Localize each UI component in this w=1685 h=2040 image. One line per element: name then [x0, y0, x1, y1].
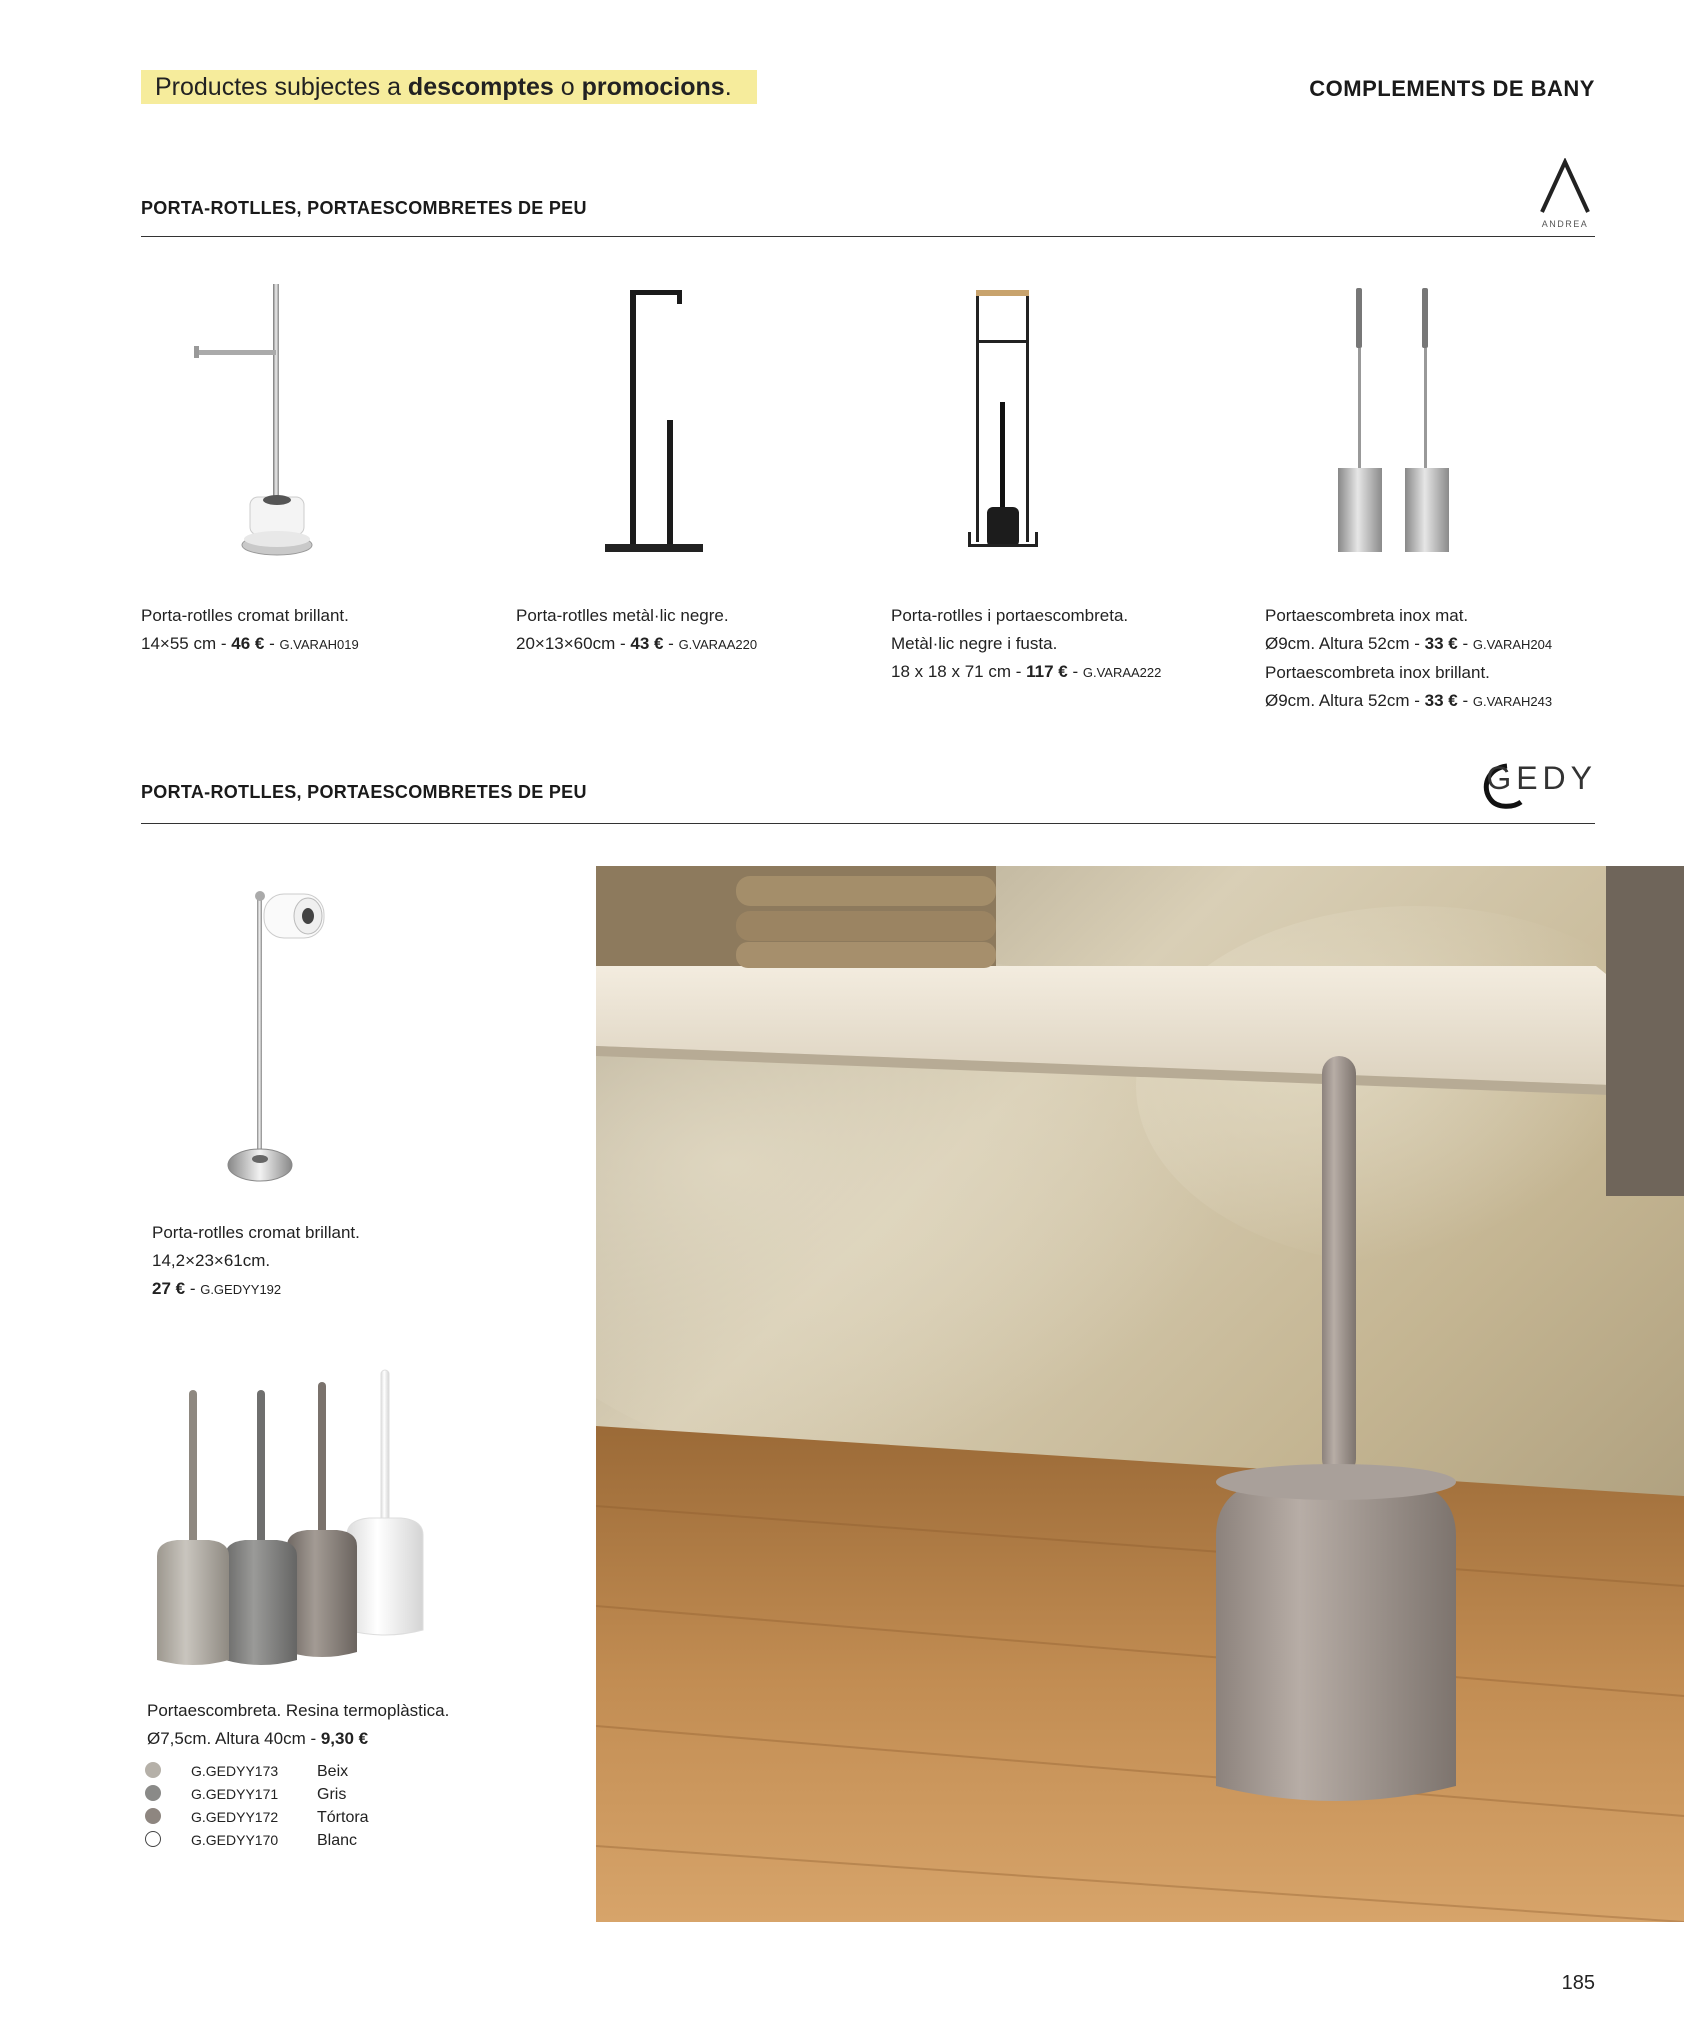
gedy-logo: [1477, 758, 1597, 814]
product-3-price: 117 €: [1026, 662, 1068, 681]
product-2-name: Porta-rotlles metàl·lic negre.: [516, 606, 729, 625]
product-4a-name: Portaescombreta inox mat.: [1265, 606, 1469, 625]
product-a-name: Porta-rotlles cromat brillant.: [152, 1223, 360, 1242]
promo-text-1: Productes subjectes a: [155, 73, 408, 101]
color-variant-row: [145, 1783, 445, 1806]
promo-banner: [141, 70, 757, 104]
product-4b-name: Portaescombreta inox brillant.: [1265, 663, 1490, 682]
product-1-ref: G.VARAH019: [279, 637, 359, 652]
color-variant-name: Beix: [317, 1763, 349, 1780]
product-4b-dimensions: Ø9cm. Altura 52cm -: [1265, 691, 1425, 710]
product-4b-price-line: [1265, 687, 1605, 716]
section-2-title: PORTA-ROTLLES, PORTAESCOMBRETES DE PEU: [141, 782, 587, 802]
category-title: COMPLEMENTS DE BANY: [1309, 76, 1595, 101]
color-swatch-dot: [145, 1831, 161, 1847]
color-swatch-dot: [145, 1785, 161, 1801]
gedy-logo-text: GEDY: [1486, 760, 1597, 796]
andrea-logo-text: ANDREA: [1541, 219, 1589, 229]
lifestyle-photo: [596, 866, 1684, 1922]
andrea-logo: [1535, 158, 1595, 229]
color-variant-row: [145, 1806, 445, 1829]
product-b-price-line: [147, 1725, 487, 1753]
color-swatch-dot: [145, 1808, 161, 1824]
color-variant-list: [145, 1760, 445, 1852]
product-2-ref: G.VARAA220: [678, 637, 758, 652]
color-variant-ref: G.GEDYY170: [191, 1832, 279, 1848]
promo-text-3: o: [553, 73, 582, 101]
color-variant-row: [145, 1760, 445, 1783]
promo-text-4: promocions: [581, 73, 725, 101]
product-a-description: [152, 1219, 482, 1304]
product-2-price: 43 €: [630, 634, 664, 653]
page-number: 185: [1561, 1972, 1595, 1994]
product-2-price-line: [516, 630, 866, 659]
product-4a-separator: -: [1457, 634, 1473, 653]
color-variant-name: Blanc: [317, 1832, 358, 1849]
color-swatch-dot: [145, 1762, 161, 1778]
product-3-material: Metàl·lic negre i fusta.: [891, 634, 1058, 653]
product-4b-ref: G.VARAH243: [1472, 694, 1553, 709]
section-2-rule: [141, 823, 1595, 824]
section-1-rule: [141, 236, 1595, 237]
product-2-separator: -: [663, 634, 679, 653]
product-1-separator: -: [264, 634, 280, 653]
product-3-dimensions: 18 x 18 x 71 cm -: [891, 662, 1027, 681]
andrea-logo-icon: [1538, 158, 1592, 214]
product-4a-price-line: [1265, 630, 1605, 659]
product-1-dimensions: 14×55 cm -: [141, 634, 232, 653]
product-3-separator: -: [1067, 662, 1083, 681]
product-a-image: [200, 880, 360, 1200]
product-a-separator: -: [185, 1279, 201, 1298]
product-1-price-line: [141, 630, 491, 659]
product-4b-price: 33 €: [1424, 691, 1458, 710]
product-4a-ref: G.VARAH204: [1472, 637, 1553, 652]
color-variant-name: Gris: [317, 1786, 347, 1803]
product-b-dimensions: Ø7,5cm. Altura 40cm -: [147, 1729, 321, 1748]
product-b-description: [147, 1697, 487, 1753]
product-4a-dimensions: Ø9cm. Altura 52cm -: [1265, 634, 1425, 653]
product-3-image: [900, 262, 1150, 582]
product-4-image: [1275, 262, 1525, 582]
color-variant-ref: G.GEDYY173: [191, 1763, 279, 1779]
product-b-price: 9,30 €: [320, 1729, 369, 1748]
product-a-price-line: [152, 1275, 482, 1304]
product-3-name: Porta-rotlles i portaescombreta.: [891, 606, 1129, 625]
product-b-image: [141, 1360, 441, 1670]
product-3-description: [891, 602, 1251, 687]
product-a-price: 27 €: [152, 1279, 186, 1298]
product-2-image: [525, 262, 775, 582]
product-1-image: [150, 262, 400, 582]
product-a-dimensions: 14,2×23×61cm.: [152, 1251, 271, 1270]
color-variant-ref: G.GEDYY172: [191, 1809, 279, 1825]
product-1-price: 46 €: [231, 634, 265, 653]
product-4-description: [1265, 602, 1605, 716]
product-3-price-line: [891, 658, 1251, 687]
product-2-description: [516, 602, 866, 659]
product-a-ref: G.GEDYY192: [200, 1282, 282, 1297]
product-2-dimensions: 20×13×60cm -: [516, 634, 631, 653]
section-1-title: PORTA-ROTLLES, PORTAESCOMBRETES DE PEU: [141, 198, 587, 218]
product-4a-price: 33 €: [1424, 634, 1458, 653]
promo-text-5: .: [724, 73, 732, 101]
product-1-name: Porta-rotlles cromat brillant.: [141, 606, 349, 625]
product-b-name: Portaescombreta. Resina termoplàstica.: [147, 1701, 450, 1720]
product-4b-separator: -: [1457, 691, 1473, 710]
color-variant-name: Tórtora: [317, 1809, 369, 1826]
product-1-description: [141, 602, 491, 659]
color-variant-ref: G.GEDYY171: [191, 1786, 279, 1802]
product-3-ref: G.VARAA222: [1082, 665, 1162, 680]
promo-text-2: descomptes: [407, 73, 554, 101]
color-variant-row: [145, 1829, 445, 1852]
